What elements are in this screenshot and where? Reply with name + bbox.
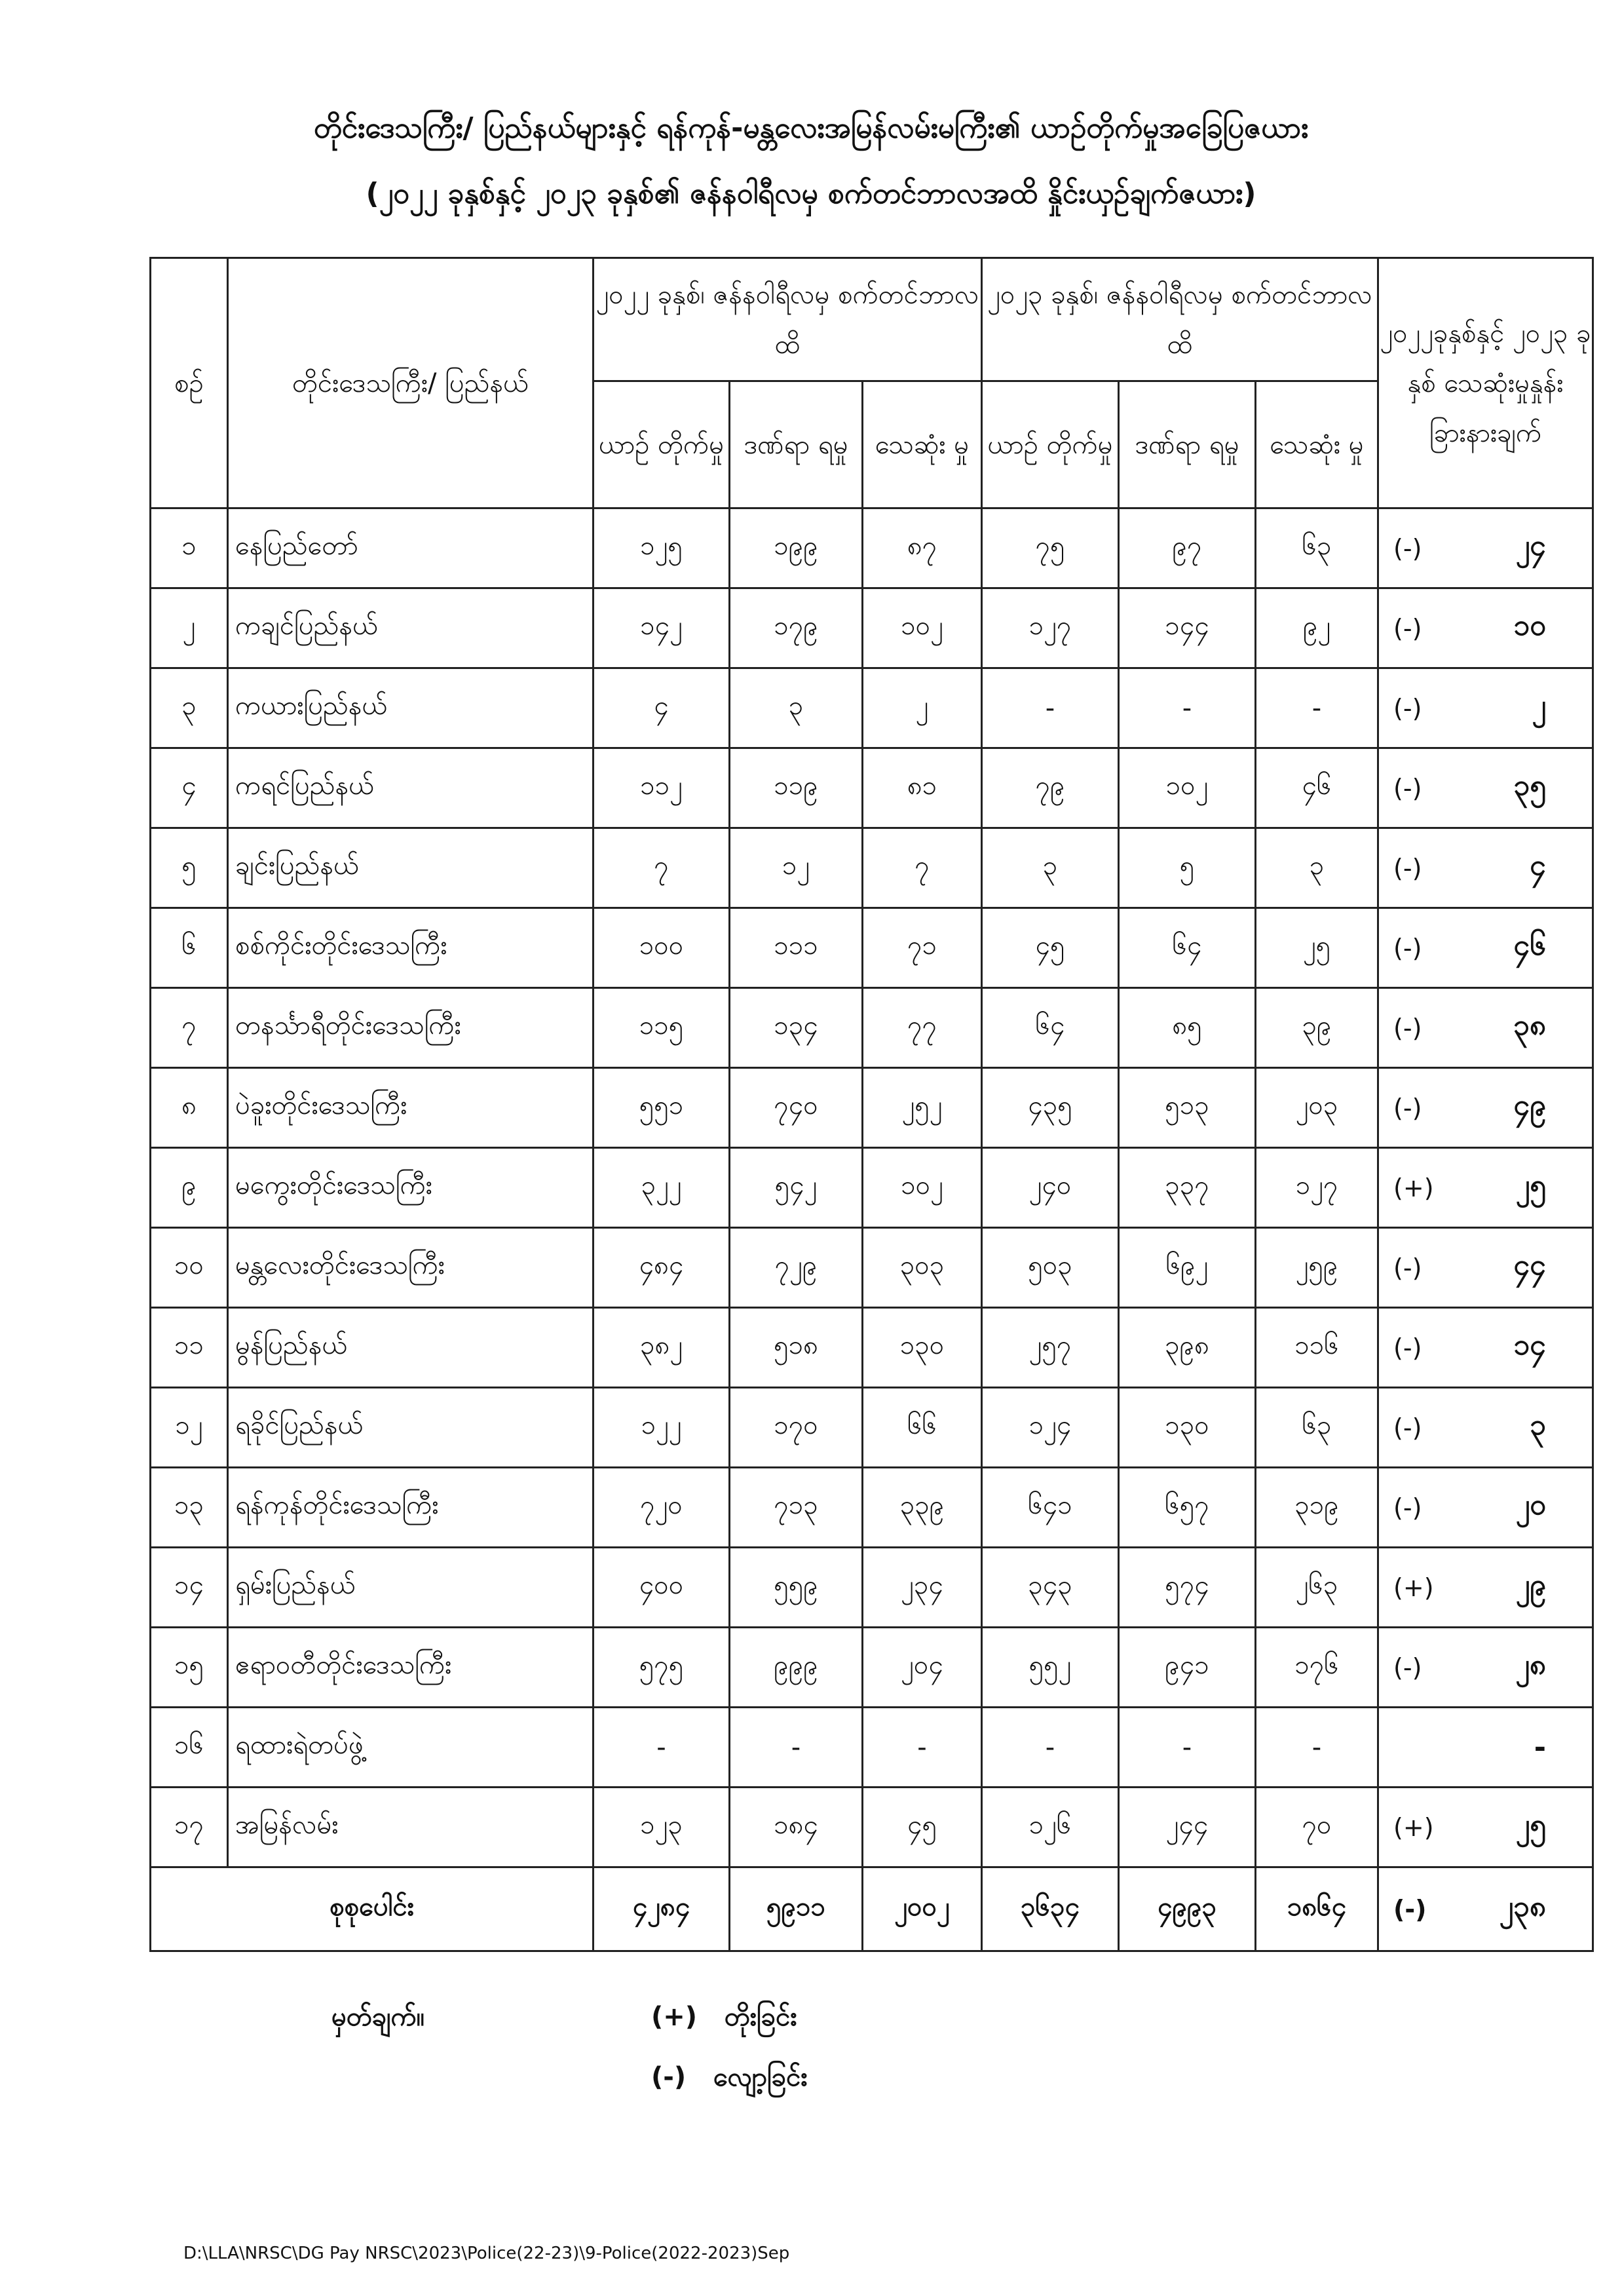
- cell-injured-2022: ၁၈၄: [730, 1788, 863, 1867]
- cell-accidents-2023: ၄၅: [982, 908, 1119, 988]
- cell-death-difference: [1378, 988, 1593, 1068]
- header-injured-2023: ဒဏ်ရာ ရမှု: [1119, 381, 1256, 508]
- cell-injured-2023: ၈၅: [1119, 988, 1256, 1068]
- cell-accidents-2022: ၃၈၂: [594, 1308, 730, 1388]
- cell-accidents-2022: ၁၂၂: [594, 1388, 730, 1468]
- cell-injured-2022: ၃: [730, 668, 863, 748]
- difference-value: ၂၅: [1515, 1807, 1547, 1841]
- note-plus-sign: (+): [651, 2002, 698, 2032]
- cell-deaths-2022: ၂၃၄: [863, 1548, 982, 1628]
- total-accidents-2023: ၃၆၃၄: [982, 1867, 1119, 1951]
- row-region-name: အမြန်လမ်း: [228, 1788, 594, 1867]
- cell-injured-2022: ၇၄၀: [730, 1068, 863, 1148]
- cell-injured-2023: ၃၃၇: [1119, 1148, 1256, 1228]
- cell-injured-2023: ၃၉၈: [1119, 1308, 1256, 1388]
- row-no: ၁၃: [151, 1468, 228, 1548]
- row-no: ၅: [151, 828, 228, 908]
- table-row: [151, 1148, 1593, 1228]
- row-no: ၁၄: [151, 1548, 228, 1628]
- cell-injured-2023: ၉၇: [1119, 508, 1256, 588]
- table-row: [151, 988, 1593, 1068]
- difference-value: ၂၉: [1515, 1567, 1547, 1601]
- row-region-name: နေပြည်တော်: [228, 508, 594, 588]
- cell-accidents-2023: ၂၄၀: [982, 1148, 1119, 1228]
- cell-death-difference: [1378, 508, 1593, 588]
- cell-deaths-2022: ၃၀၃: [863, 1228, 982, 1308]
- difference-sign: (-): [1393, 1013, 1422, 1043]
- cell-injured-2022: ၇၂၉: [730, 1228, 863, 1308]
- table-row: [151, 1548, 1593, 1628]
- difference-value: ၁၄: [1513, 1328, 1547, 1362]
- cell-deaths-2023: -: [1256, 1708, 1378, 1788]
- cell-injured-2023: ၆၄: [1119, 908, 1256, 988]
- cell-deaths-2022: ၇၇: [863, 988, 982, 1068]
- header-period-2023: ၂၀၂၃ ခုနှစ်၊ ဇန်နဝါရီလမှ စက်တင်ဘာလထိ: [982, 258, 1378, 381]
- cell-deaths-2023: ၃: [1256, 828, 1378, 908]
- cell-accidents-2023: ၂၅၇: [982, 1308, 1119, 1388]
- cell-deaths-2022: ၁၀၂: [863, 588, 982, 668]
- row-region-name: ချင်းပြည်နယ်: [228, 828, 594, 908]
- difference-sign: (-): [1393, 853, 1422, 883]
- difference-sign: (+): [1393, 1812, 1434, 1842]
- cell-accidents-2022: ၃၂၂: [594, 1148, 730, 1228]
- total-injured-2022: ၅၉၁၁: [730, 1867, 863, 1951]
- notes-label: မှတ်ချက်။: [331, 2002, 424, 2032]
- difference-sign: (-): [1393, 533, 1422, 563]
- cell-death-difference: [1378, 588, 1593, 668]
- cell-injured-2023: ၅၇၄: [1119, 1548, 1256, 1628]
- difference-sign: (-): [1393, 1413, 1422, 1442]
- file-path-footer: D:\LLA\NRSC\DG Pay NRSC\2023\Police(22-23)\9-Police(2022-2023)Sep: [183, 2244, 790, 2263]
- row-region-name: မကွေးတိုင်းဒေသကြီး: [228, 1148, 594, 1228]
- header-period-2022: ၂၀၂၂ ခုနှစ်၊ ဇန်နဝါရီလမှ စက်တင်ဘာလထိ: [594, 258, 982, 381]
- difference-value: -: [1534, 1731, 1547, 1764]
- cell-accidents-2023: ၃: [982, 828, 1119, 908]
- cell-injured-2022: ၅၁၈: [730, 1308, 863, 1388]
- total-row: [151, 1867, 1593, 1951]
- cell-death-difference: [1378, 1548, 1593, 1628]
- cell-injured-2022: ၁၉၉: [730, 508, 863, 588]
- cell-accidents-2023: ၇၅: [982, 508, 1119, 588]
- cell-death-difference: [1378, 1628, 1593, 1708]
- cell-accidents-2022: -: [594, 1708, 730, 1788]
- difference-value: ၂၈: [1515, 1647, 1547, 1681]
- table-row: [151, 1468, 1593, 1548]
- difference-value: ၁၀: [1513, 608, 1547, 642]
- row-region-name: စစ်ကိုင်းတိုင်းဒေသကြီး: [228, 908, 594, 988]
- table-row: [151, 1708, 1593, 1788]
- difference-value: ၂: [1532, 688, 1547, 722]
- cell-deaths-2022: ၁၀၂: [863, 1148, 982, 1228]
- cell-injured-2023: ၆၉၂: [1119, 1228, 1256, 1308]
- note-minus: [651, 2060, 808, 2099]
- row-region-name: ကချင်ပြည်နယ်: [228, 588, 594, 668]
- difference-sign: (+): [1393, 1173, 1434, 1202]
- table-row: [151, 828, 1593, 908]
- difference-sign: (-): [1393, 1894, 1427, 1924]
- cell-accidents-2023: ၆၄၁: [982, 1468, 1119, 1548]
- total-injured-2023: ၄၉၉၃: [1119, 1867, 1256, 1951]
- row-no: ၈: [151, 1068, 228, 1148]
- header-accidents-2022: ယာဉ် တိုက်မှု: [594, 381, 730, 508]
- table-row: [151, 1308, 1593, 1388]
- cell-accidents-2023: ၁၂၄: [982, 1388, 1119, 1468]
- row-region-name: ရန်ကုန်တိုင်းဒေသကြီး: [228, 1468, 594, 1548]
- cell-death-difference: [1378, 1308, 1593, 1388]
- cell-deaths-2023: ၃၉: [1256, 988, 1378, 1068]
- cell-injured-2023: -: [1119, 1708, 1256, 1788]
- row-no: ၂: [151, 588, 228, 668]
- difference-sign: (-): [1393, 693, 1422, 723]
- cell-accidents-2022: ၄၈၄: [594, 1228, 730, 1308]
- cell-injured-2023: ၅: [1119, 828, 1256, 908]
- cell-deaths-2022: ၈၁: [863, 748, 982, 828]
- cell-death-difference: [1378, 1068, 1593, 1148]
- cell-deaths-2023: ၇၀: [1256, 1788, 1378, 1867]
- table-row: [151, 1388, 1593, 1468]
- cell-accidents-2022: ၅၇၅: [594, 1628, 730, 1708]
- cell-death-difference: [1378, 668, 1593, 748]
- cell-accidents-2022: ၇: [594, 828, 730, 908]
- cell-injured-2023: ၁၃၀: [1119, 1388, 1256, 1468]
- row-region-name: ရခိုင်ပြည်နယ်: [228, 1388, 594, 1468]
- cell-death-difference: [1378, 748, 1593, 828]
- cell-accidents-2023: ၅၅၂: [982, 1628, 1119, 1708]
- row-region-name: ရှမ်းပြည်နယ်: [228, 1548, 594, 1628]
- cell-deaths-2022: ၃၃၉: [863, 1468, 982, 1548]
- cell-accidents-2022: ၇၂၀: [594, 1468, 730, 1548]
- cell-injured-2022: ၁၇၉: [730, 588, 863, 668]
- cell-accidents-2023: -: [982, 1708, 1119, 1788]
- row-no: ၁၆: [151, 1708, 228, 1788]
- cell-accidents-2022: ၅၅၁: [594, 1068, 730, 1148]
- difference-value: ၃၅: [1513, 768, 1547, 802]
- difference-value: ၃: [1530, 1407, 1547, 1442]
- cell-death-difference: [1378, 828, 1593, 908]
- document-title: တိုင်းဒေသကြီး/ ပြည်နယ်များနှင့် ရန်ကုန်-မန္တလေးအမြန်လမ်းမကြီး၏ ယာဉ်တိုက်မှုအခြေပြဇယား: [313, 111, 1309, 145]
- row-region-name: ဧရာဝတီတိုင်းဒေသကြီး: [228, 1628, 594, 1708]
- cell-deaths-2023: ၁၂၇: [1256, 1148, 1378, 1228]
- cell-deaths-2023: ၉၂: [1256, 588, 1378, 668]
- cell-injured-2023: -: [1119, 668, 1256, 748]
- table-row: [151, 1068, 1593, 1148]
- cell-deaths-2022: ၈၇: [863, 508, 982, 588]
- cell-accidents-2023: ၇၉: [982, 748, 1119, 828]
- total-label: စုစုပေါင်း: [151, 1867, 594, 1951]
- cell-deaths-2022: ၇၁: [863, 908, 982, 988]
- difference-sign: (-): [1393, 1253, 1422, 1282]
- cell-injured-2023: ၆၅၇: [1119, 1468, 1256, 1548]
- cell-injured-2022: -: [730, 1708, 863, 1788]
- cell-accidents-2022: ၁၀၀: [594, 908, 730, 988]
- difference-value: ၂၄: [1515, 528, 1547, 562]
- difference-sign: (-): [1393, 613, 1422, 643]
- difference-sign: (-): [1393, 933, 1422, 963]
- cell-deaths-2023: ၂၅၉: [1256, 1228, 1378, 1308]
- cell-accidents-2023: ၃၄၃: [982, 1548, 1119, 1628]
- difference-value: ၄၄: [1513, 1248, 1547, 1282]
- header-injured-2022: ဒဏ်ရာ ရမှု: [730, 381, 863, 508]
- cell-deaths-2022: ၁၃၀: [863, 1308, 982, 1388]
- row-region-name: ကယားပြည်နယ်: [228, 668, 594, 748]
- difference-value: ၄၆: [1513, 928, 1547, 962]
- difference-sign: (-): [1393, 773, 1422, 803]
- difference-value: ၂၅: [1515, 1168, 1547, 1202]
- cell-injured-2023: ၂၄၄: [1119, 1788, 1256, 1867]
- note-plus-text: တိုးခြင်း: [724, 2002, 797, 2032]
- total-deaths-2023: ၁၈၆၄: [1256, 1867, 1378, 1951]
- cell-deaths-2023: ၁၁၆: [1256, 1308, 1378, 1388]
- cell-accidents-2023: ၆၄: [982, 988, 1119, 1068]
- difference-sign: (-): [1393, 1493, 1422, 1522]
- cell-death-difference: [1378, 1708, 1593, 1788]
- header-no: စဉ်: [151, 258, 228, 508]
- difference-value: ၂၃၈: [1499, 1889, 1547, 1923]
- table-row: [151, 1628, 1593, 1708]
- row-no: ၃: [151, 668, 228, 748]
- cell-injured-2022: ၁၃၄: [730, 988, 863, 1068]
- row-region-name: ရထားရဲတပ်ဖွဲ့: [228, 1708, 594, 1788]
- cell-deaths-2022: ၆၆: [863, 1388, 982, 1468]
- cell-death-difference: [1378, 1788, 1593, 1867]
- note-minus-text: လျော့ခြင်း: [713, 2062, 808, 2092]
- cell-accidents-2023: -: [982, 668, 1119, 748]
- cell-death-difference: [1378, 1388, 1593, 1468]
- difference-value: ၄၉: [1513, 1088, 1547, 1122]
- header-deaths-2023: သေဆုံး မှု: [1256, 381, 1378, 508]
- cell-deaths-2023: ၆၃: [1256, 1388, 1378, 1468]
- row-no: ၁၇: [151, 1788, 228, 1867]
- row-no: ၁၀: [151, 1228, 228, 1308]
- total-death-difference: [1378, 1867, 1593, 1951]
- table-row: [151, 748, 1593, 828]
- table-row: [151, 1788, 1593, 1867]
- table-row: [151, 1228, 1593, 1308]
- row-region-name: ပဲခူးတိုင်းဒေသကြီး: [228, 1068, 594, 1148]
- table-row: [151, 508, 1593, 588]
- table-row: [151, 668, 1593, 748]
- cell-injured-2023: ၁၄၄: [1119, 588, 1256, 668]
- row-region-name: တနင်္သာရီတိုင်းဒေသကြီး: [228, 988, 594, 1068]
- cell-deaths-2023: ၂၅: [1256, 908, 1378, 988]
- cell-accidents-2022: ၄၀၀: [594, 1548, 730, 1628]
- cell-deaths-2022: ၇: [863, 828, 982, 908]
- cell-accidents-2022: ၁၄၂: [594, 588, 730, 668]
- header-compare: ၂၀၂၂ခုနှစ်နှင့် ၂၀၂၃ ခုနှစ် သေဆုံးမှုနှုန်း ခြားနားချက်: [1378, 258, 1593, 508]
- accident-comparison-table: [149, 257, 1594, 1952]
- cell-injured-2022: ၁၁၁: [730, 908, 863, 988]
- cell-deaths-2023: ၁၇၆: [1256, 1628, 1378, 1708]
- cell-deaths-2022: ၄၅: [863, 1788, 982, 1867]
- difference-sign: (-): [1393, 1653, 1422, 1682]
- row-region-name: မွန်ပြည်နယ်: [228, 1308, 594, 1388]
- cell-death-difference: [1378, 908, 1593, 988]
- note-plus: [651, 2000, 797, 2038]
- cell-injured-2023: ၉၄၁: [1119, 1628, 1256, 1708]
- cell-deaths-2022: ၂၅၂: [863, 1068, 982, 1148]
- difference-value: ၄: [1530, 848, 1547, 882]
- cell-injured-2023: ၅၁၃: [1119, 1068, 1256, 1148]
- row-region-name: ကရင်ပြည်နယ်: [228, 748, 594, 828]
- row-no: ၄: [151, 748, 228, 828]
- cell-deaths-2023: ၄၆: [1256, 748, 1378, 828]
- header-accidents-2023: ယာဉ် တိုက်မှု: [982, 381, 1119, 508]
- cell-injured-2022: ၉၉၉: [730, 1628, 863, 1708]
- cell-accidents-2023: ၅၀၃: [982, 1228, 1119, 1308]
- cell-accidents-2022: ၁၂၃: [594, 1788, 730, 1867]
- cell-accidents-2023: ၁၂၆: [982, 1788, 1119, 1867]
- cell-deaths-2023: ၂၆၃: [1256, 1548, 1378, 1628]
- cell-death-difference: [1378, 1148, 1593, 1228]
- table-row: [151, 908, 1593, 988]
- cell-deaths-2022: -: [863, 1708, 982, 1788]
- document-subtitle: (၂၀၂၂ ခုနှစ်နှင့် ၂၀၂၃ ခုနှစ်၏ ဇန်နဝါရီလမှ စက်တင်ဘာလအထိ နှိုင်းယှဉ်ချက်ဇယား): [366, 177, 1256, 210]
- cell-injured-2022: ၁၂: [730, 828, 863, 908]
- difference-value: ၃၈: [1513, 1008, 1547, 1042]
- cell-accidents-2022: ၄: [594, 668, 730, 748]
- total-accidents-2022: ၄၂၈၄: [594, 1867, 730, 1951]
- row-no: ၇: [151, 988, 228, 1068]
- cell-injured-2022: ၁၇၀: [730, 1388, 863, 1468]
- row-region-name: မန္တလေးတိုင်းဒေသကြီး: [228, 1228, 594, 1308]
- cell-accidents-2022: ၁၂၅: [594, 508, 730, 588]
- cell-injured-2023: ၁၀၂: [1119, 748, 1256, 828]
- table-row: [151, 588, 1593, 668]
- table-body: [151, 508, 1593, 1951]
- row-no: ၉: [151, 1148, 228, 1228]
- row-no: ၆: [151, 908, 228, 988]
- cell-deaths-2023: ၆၃: [1256, 508, 1378, 588]
- cell-death-difference: [1378, 1468, 1593, 1548]
- row-no: ၁၅: [151, 1628, 228, 1708]
- cell-deaths-2023: ၃၁၉: [1256, 1468, 1378, 1548]
- cell-death-difference: [1378, 1228, 1593, 1308]
- difference-sign: (+): [1393, 1573, 1434, 1602]
- cell-accidents-2022: ၁၁၅: [594, 988, 730, 1068]
- cell-accidents-2023: ၄၃၅: [982, 1068, 1119, 1148]
- note-minus-sign: (-): [651, 2062, 687, 2092]
- cell-injured-2022: ၅၅၉: [730, 1548, 863, 1628]
- difference-sign: (-): [1393, 1333, 1422, 1362]
- cell-deaths-2023: ၂၀၃: [1256, 1068, 1378, 1148]
- row-no: ၁: [151, 508, 228, 588]
- row-no: ၁၁: [151, 1308, 228, 1388]
- cell-injured-2022: ၅၄၂: [730, 1148, 863, 1228]
- cell-accidents-2023: ၁၂၇: [982, 588, 1119, 668]
- total-deaths-2022: ၂၀၀၂: [863, 1867, 982, 1951]
- cell-deaths-2022: ၂: [863, 668, 982, 748]
- cell-injured-2022: ၁၁၉: [730, 748, 863, 828]
- difference-value: ၂၀: [1515, 1487, 1547, 1521]
- header-deaths-2022: သေဆုံး မှု: [863, 381, 982, 508]
- cell-accidents-2022: ၁၁၂: [594, 748, 730, 828]
- cell-deaths-2023: -: [1256, 668, 1378, 748]
- cell-deaths-2022: ၂၀၄: [863, 1628, 982, 1708]
- cell-injured-2022: ၇၁၃: [730, 1468, 863, 1548]
- row-no: ၁၂: [151, 1388, 228, 1468]
- header-region: တိုင်းဒေသကြီး/ ပြည်နယ်: [228, 258, 594, 508]
- difference-sign: (-): [1393, 1093, 1422, 1122]
